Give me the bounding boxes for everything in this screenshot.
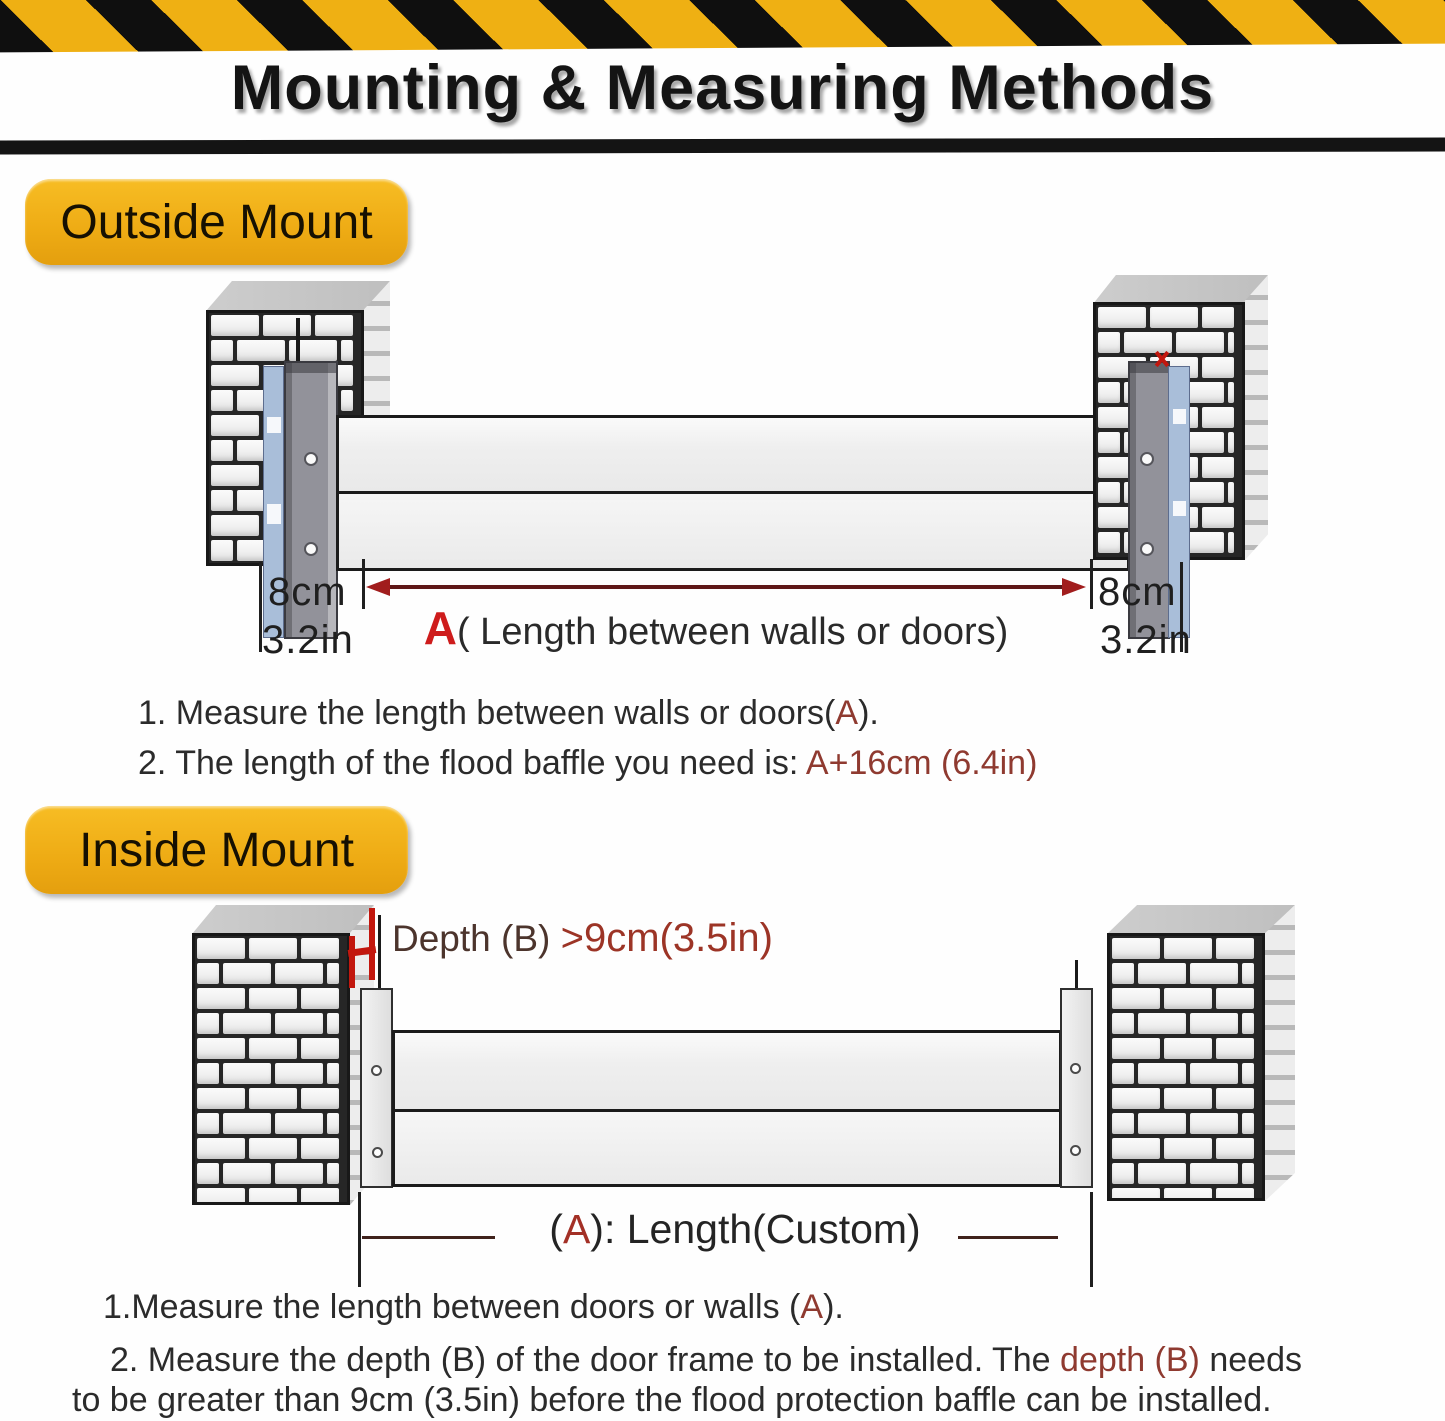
- outside-left-joint-line: [296, 318, 300, 366]
- length-arrow-line: [388, 585, 1064, 589]
- depth-gauge-left-bar: [349, 936, 355, 988]
- inside-left-pillar-top: [192, 905, 374, 934]
- outside-mount-badge-label: Outside Mount: [60, 195, 373, 249]
- measure-line-left: [362, 1236, 495, 1239]
- inside-instruction-1: 1.Measure the length between doors or walls (A).: [103, 1288, 844, 1326]
- inside-right-pillar-top: [1107, 905, 1295, 934]
- right-offset-inch: 3.2in: [1100, 618, 1192, 662]
- seal-notch: [267, 504, 281, 524]
- screw-hole: [371, 1065, 382, 1076]
- inside-barrier-panel-bottom: [392, 1109, 1062, 1187]
- inside-mount-badge: [25, 806, 408, 894]
- depth-b-label: Depth (B) >9cm(3.5in): [392, 916, 773, 960]
- inside-instruction-2: 2. Measure the depth (B) of the door frame to be installed. The depth (B) needs: [110, 1341, 1302, 1379]
- length-custom-label: (A): Length(Custom): [549, 1206, 921, 1252]
- inside-left-channel-bracket: [360, 988, 393, 1188]
- measure-line-right: [958, 1236, 1058, 1239]
- seal-notch: [1173, 501, 1186, 516]
- screw-hole: [304, 542, 318, 556]
- screw-hole: [304, 452, 318, 466]
- seal-notch: [1173, 409, 1186, 424]
- inside-mount-badge-label: Inside Mount: [79, 823, 354, 877]
- depth-gauge-right-bar: [369, 908, 375, 980]
- measure-tick: [1090, 559, 1093, 609]
- header-divider: [0, 137, 1445, 154]
- right-offset-cm: 8cm: [1098, 570, 1177, 614]
- measure-tick: [1090, 1192, 1093, 1287]
- length-a-letter: A: [423, 602, 457, 654]
- screw-hole: [372, 1147, 383, 1158]
- inside-barrier-panel-top: [392, 1030, 1062, 1112]
- outside-barrier-panel-top: [336, 415, 1130, 494]
- page-title: Mounting & Measuring Methods: [230, 53, 1215, 123]
- hazard-stripe-banner: [0, 0, 1445, 52]
- screw-hole: [1070, 1145, 1081, 1156]
- seal-notch: [267, 417, 281, 433]
- left-offset-cm: 8cm: [268, 570, 347, 614]
- outside-barrier-panel-bottom: [336, 491, 1130, 571]
- outside-instruction-1: 1. Measure the length between walls or doors(A).: [138, 694, 879, 732]
- inside-right-channel-bracket: [1060, 988, 1093, 1188]
- arrowhead-left-icon: [366, 578, 390, 596]
- screw-hole: [1140, 452, 1154, 466]
- outside-right-pillar-side: [1245, 275, 1268, 560]
- left-offset-inch: 3.2in: [262, 618, 354, 662]
- outside-instruction-2: 2. The length of the flood baffle you need is: A+16cm (6.4in): [138, 744, 1038, 782]
- screw-hole: [1140, 542, 1154, 556]
- length-a-label: A( Length between walls or doors): [423, 602, 1009, 654]
- inside-right-joint-line: [1075, 960, 1078, 990]
- measure-tick: [358, 1192, 361, 1287]
- outside-mount-badge: [25, 179, 408, 265]
- inside-left-pillar-bricks: [192, 933, 350, 1205]
- inside-instruction-3: to be greater than 9cm (3.5in) before the flood protection baffle can be installed.: [72, 1381, 1272, 1419]
- inside-right-pillar-side: [1265, 905, 1295, 1201]
- screw-hole: [1070, 1063, 1081, 1074]
- arrowhead-right-icon: [1062, 578, 1086, 596]
- inside-left-joint-line: [378, 915, 381, 989]
- outside-left-pillar-top: [206, 281, 390, 311]
- outside-right-pillar-top: [1093, 275, 1268, 304]
- inside-right-pillar-bricks: [1107, 933, 1265, 1201]
